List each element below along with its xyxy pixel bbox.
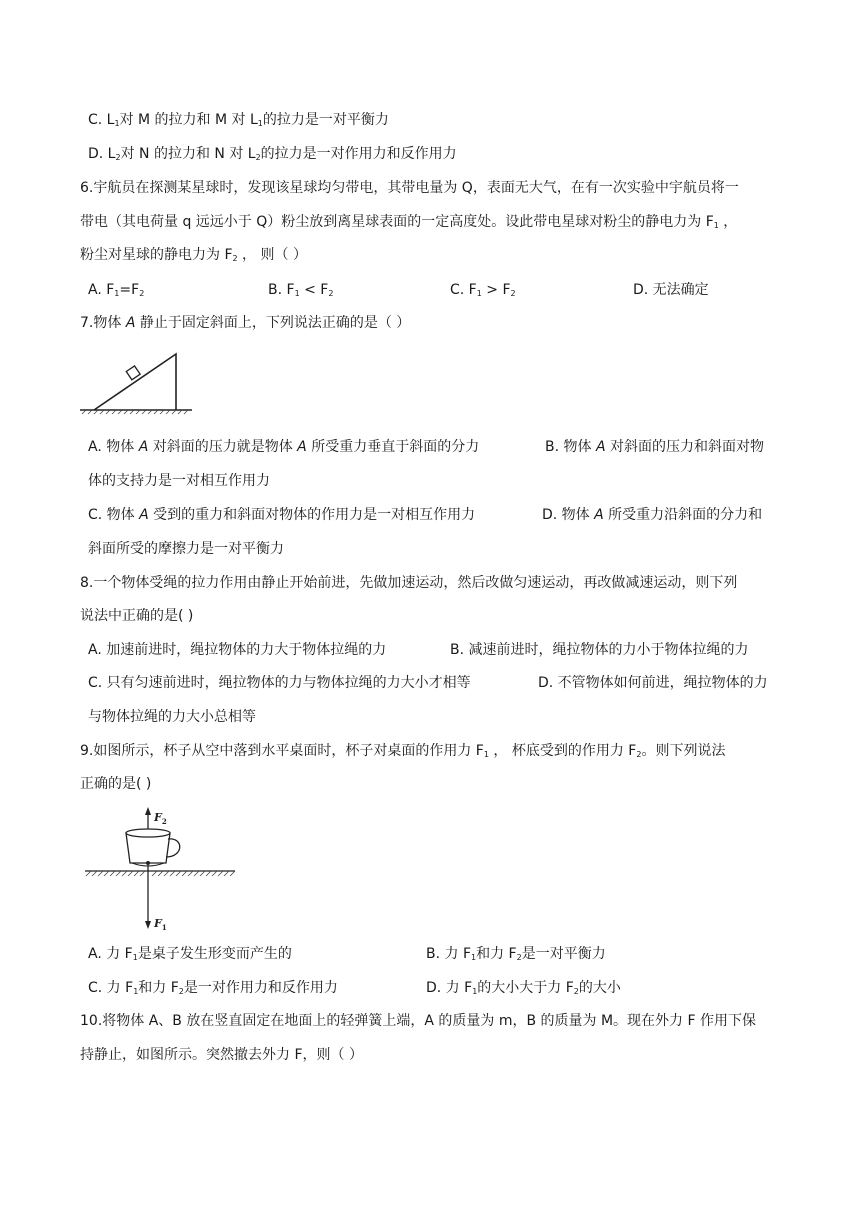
block-a [126,366,140,380]
f1-label: $F_1$ [154,917,167,932]
q9-stem-line-1: 9.如图所示，杯子从空中落到水平桌面时，杯子对桌面的作用力 $F_1$ ， 杯底受到的作用力 $F_2$。则下列说法 [80,743,726,759]
q8-option-b: B. 减速前进时，绳拉物体的力小于物体拉绳的力 [450,642,749,658]
q9-option-b: B. 力 $F_1$和力 $F_2$是一对平衡力 [426,946,606,962]
contact-point [146,861,150,865]
incline-slope [94,354,176,410]
q7-option-d: D. 物体 A 所受重力沿斜面的分力和 [542,507,763,523]
q9-option-a: A. 力 $F_1$是桌子发生形变而产生的 [88,946,292,962]
q6-stem-line-3: 粉尘对星球的静电力为 $F_2$ ， 则（ ） [80,247,307,263]
q9-option-c: C. 力 $F_1$和力 $F_2$是一对作用力和反作用力 [88,980,338,996]
q6-option-d: D. 无法确定 [633,282,709,298]
f2-arrow-head [145,807,151,815]
q8-stem-line-2: 说法中正确的是( ) [80,608,194,624]
q6-stem-line-1: 6.宇航员在探测某星球时，发现该星球均匀带电，其带电量为 Q，表面无大气，在有一次实验中宇航员将一 [80,180,739,196]
q9-option-d: D. 力 $F_1$的大小大于力 $F_2$的大小 [426,980,621,996]
q6-stem-line-2: 带电（其电荷量 q 远远小于 Q）粉尘放到离星球表面的一定高度处。设此带电星球对粉尘的静电力为 $F_1$ ， [80,214,738,230]
q7-option-b-cont: 体的支持力是一对相互作用力 [88,473,270,489]
q10-stem-line-1: 10.将物体 A、B 放在竖直固定在地面上的轻弹簧上端，A 的质量为 m，B 的质量为 M。现在外力 F 作用下保 [80,1013,756,1029]
q10-stem-line-2: 持静止，如图所示。突然撤去外力 F，则（ ） [80,1047,363,1063]
q5-option-d: D. $L_2$对 N 的拉力和 N 对 $L_2$的拉力是一对作用力和反作用力 [88,146,457,162]
q6-option-c: C. $F_1 > F_2$ [450,282,516,298]
q8-option-c: C. 只有匀速前进时，绳拉物体的力与物体拉绳的力大小才相等 [88,675,471,691]
q5-option-c: C. $L_1$对 M 的拉力和 M 对 $L_1$的拉力是一对平衡力 [88,112,389,128]
q8-option-a: A. 加速前进时，绳拉物体的力大于物体拉绳的力 [88,642,387,658]
cup-rim [126,829,170,837]
q6-option-a: A. $F_1=F_2$ [88,282,145,298]
f1-arrow-head [145,921,151,929]
q7-option-a: A. 物体 A 对斜面的压力就是物体 A 所受重力垂直于斜面的分力 [88,439,480,455]
q8-option-d: D. 不管物体如何前进，绳拉物体的力 [538,675,768,691]
q9-stem-line-2: 正确的是( ) [80,776,152,792]
f2-label: $F_2$ [154,811,167,826]
q7-option-b: B. 物体 A 对斜面的压力和斜面对物 [545,439,764,455]
incline-figure [80,350,195,415]
q8-stem-line-1: 8.一个物体受绳的拉力作用由静止开始前进，先做加速运动，然后改做匀速运动，再改做减速运动，则下列 [80,575,738,591]
q7-option-d-cont: 斜面所受的摩擦力是一对平衡力 [88,541,284,557]
q7-option-c: C. 物体 A 受到的重力和斜面对物体的作用力是一对相互作用力 [88,507,476,523]
cup-figure [80,805,240,935]
table-hatching [86,871,235,876]
q8-option-d-cont: 与物体拉绳的力大小总相等 [88,709,256,725]
q7-stem: 7.物体 A 静止于固定斜面上，下列说法正确的是（ ） [80,315,411,331]
q6-option-b: B. $F_1 < F_2$ [268,282,334,298]
